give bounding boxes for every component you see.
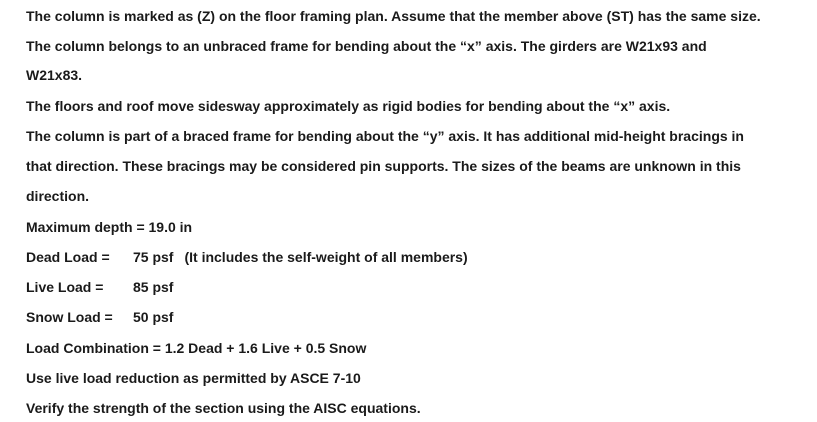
column-marking-text: The column is marked as (Z) on the floor framing plan. Assume that the member above (ST) has the same size. — [26, 8, 761, 24]
unbraced-frame-text: The column belongs to an unbraced frame for bending about the “x” axis. The girders are W21x93 and — [26, 38, 707, 54]
verify-strength-text: Verify the strength of the section using the AISC equations. — [26, 400, 421, 416]
snow-load-label: Snow Load = — [26, 309, 113, 325]
load-combination-text: Load Combination = 1.2 Dead + 1.6 Live + 0.5 Snow — [26, 340, 367, 356]
direction-text: direction. — [26, 188, 90, 204]
sidesway-text: The floors and roof move sidesway approximately as rigid bodies for bending about the “x” axis. — [26, 98, 671, 114]
dead-load-note: (It includes the self-weight of all members) — [184, 249, 468, 265]
live-load-label: Live Load = — [26, 279, 104, 295]
girder-size-text: W21x83. — [26, 67, 83, 83]
dead-load-value: 75 psf — [133, 249, 174, 265]
live-load-row — [26, 278, 173, 296]
dead-load-label: Dead Load = — [26, 249, 110, 265]
snow-load-value: 50 psf — [133, 309, 174, 325]
bracing-direction-text: that direction. These bracings may be considered pin supports. The sizes of the beams are unknown in this — [26, 158, 741, 174]
live-load-value: 85 psf — [133, 279, 174, 295]
braced-frame-text: The column is part of a braced frame for bending about the “y” axis. It has additional mid-height bracings in — [26, 128, 744, 144]
snow-load-row — [26, 308, 173, 326]
live-load-reduction-text: Use live load reduction as permitted by ASCE 7-10 — [26, 370, 361, 386]
dead-load-row — [26, 248, 468, 266]
max-depth-text: Maximum depth = 19.0 in — [26, 219, 193, 235]
